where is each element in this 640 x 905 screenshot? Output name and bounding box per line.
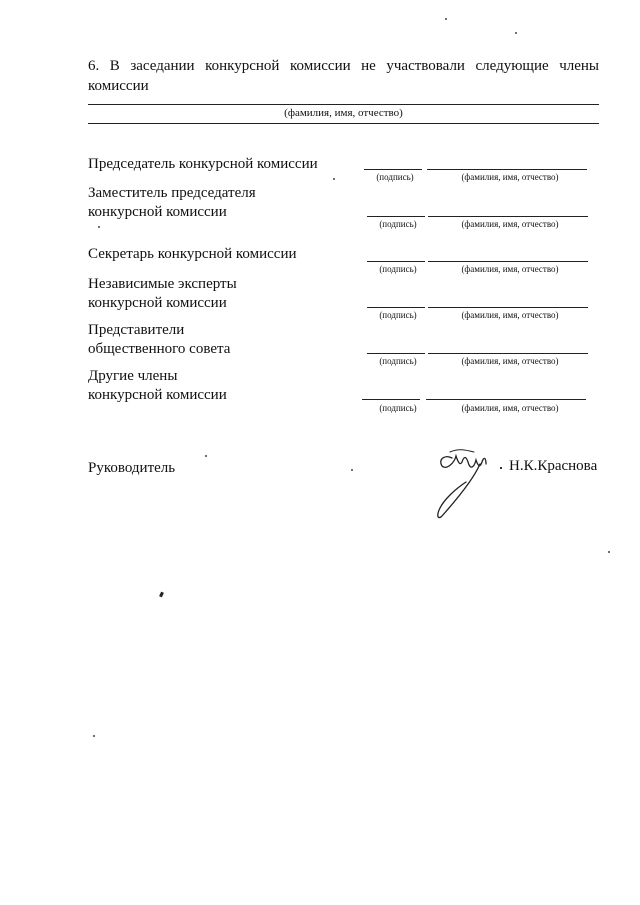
row-council-signature-caption: (подпись) (379, 356, 417, 366)
scan-speck (93, 735, 95, 737)
row-deputy-name-caption: (фамилия, имя, отчество) (461, 219, 559, 229)
absent-members-caption: (фамилия, имя, отчество) (284, 107, 403, 119)
row-other-name-caption: (фамилия, имя, отчество) (461, 403, 559, 413)
row-council-name-caption: (фамилия, имя, отчество) (461, 356, 559, 366)
row-other-label: Другие члены конкурсной комиссии (88, 368, 227, 403)
head-position: Руководитель (88, 460, 176, 476)
row-other-signature-line (362, 399, 420, 400)
absent-members-line-1 (88, 104, 599, 105)
row-chairman-signature-line (364, 169, 422, 170)
row-council-signature-line (367, 353, 425, 354)
row-secretary-label: Секретарь конкурсной комиссии (88, 246, 297, 262)
row-experts-name-line (428, 307, 588, 308)
row-other-signature-caption: (подпись) (379, 403, 417, 413)
row-secretary-name-line (428, 261, 588, 262)
handwritten-signature-icon (430, 442, 500, 522)
signer-dot (500, 467, 502, 469)
scan-speck (333, 178, 335, 180)
row-other-name-line (426, 399, 586, 400)
row-experts-signature-line (367, 307, 425, 308)
absent-members-line-2 (88, 123, 599, 124)
scan-speck (445, 18, 447, 20)
head-name: Н.К.Краснова (509, 458, 598, 474)
scan-speck (515, 32, 517, 34)
row-deputy-label: Заместитель председателя конкурсной комиссии (88, 185, 256, 220)
row-chairman-signature-caption: (подпись) (376, 172, 414, 182)
row-experts-label: Независимые эксперты конкурсной комиссии (88, 276, 237, 311)
scan-speck (205, 455, 207, 457)
scan-speck (608, 551, 610, 553)
row-experts-signature-caption: (подпись) (379, 310, 417, 320)
row-deputy-signature-line (367, 216, 425, 217)
row-deputy-signature-caption: (подпись) (379, 219, 417, 229)
row-secretary-signature-line (367, 261, 425, 262)
scan-speck (351, 469, 353, 471)
row-council-name-line (428, 353, 588, 354)
scan-speck (98, 226, 100, 228)
row-chairman-name-caption: (фамилия, имя, отчество) (461, 172, 559, 182)
row-secretary-signature-caption: (подпись) (379, 264, 417, 274)
row-chairman-name-line (427, 169, 587, 170)
row-secretary-name-caption: (фамилия, имя, отчество) (461, 264, 559, 274)
section-6-paragraph: 6. В заседании конкурсной комиссии не участвовали следующие члены комиссии (88, 58, 599, 94)
row-chairman-label: Председатель конкурсной комиссии (88, 156, 318, 172)
row-deputy-name-line (428, 216, 588, 217)
row-council-label: Представители общественного совета (88, 322, 231, 357)
scan-speck (159, 592, 164, 598)
row-experts-name-caption: (фамилия, имя, отчество) (461, 310, 559, 320)
